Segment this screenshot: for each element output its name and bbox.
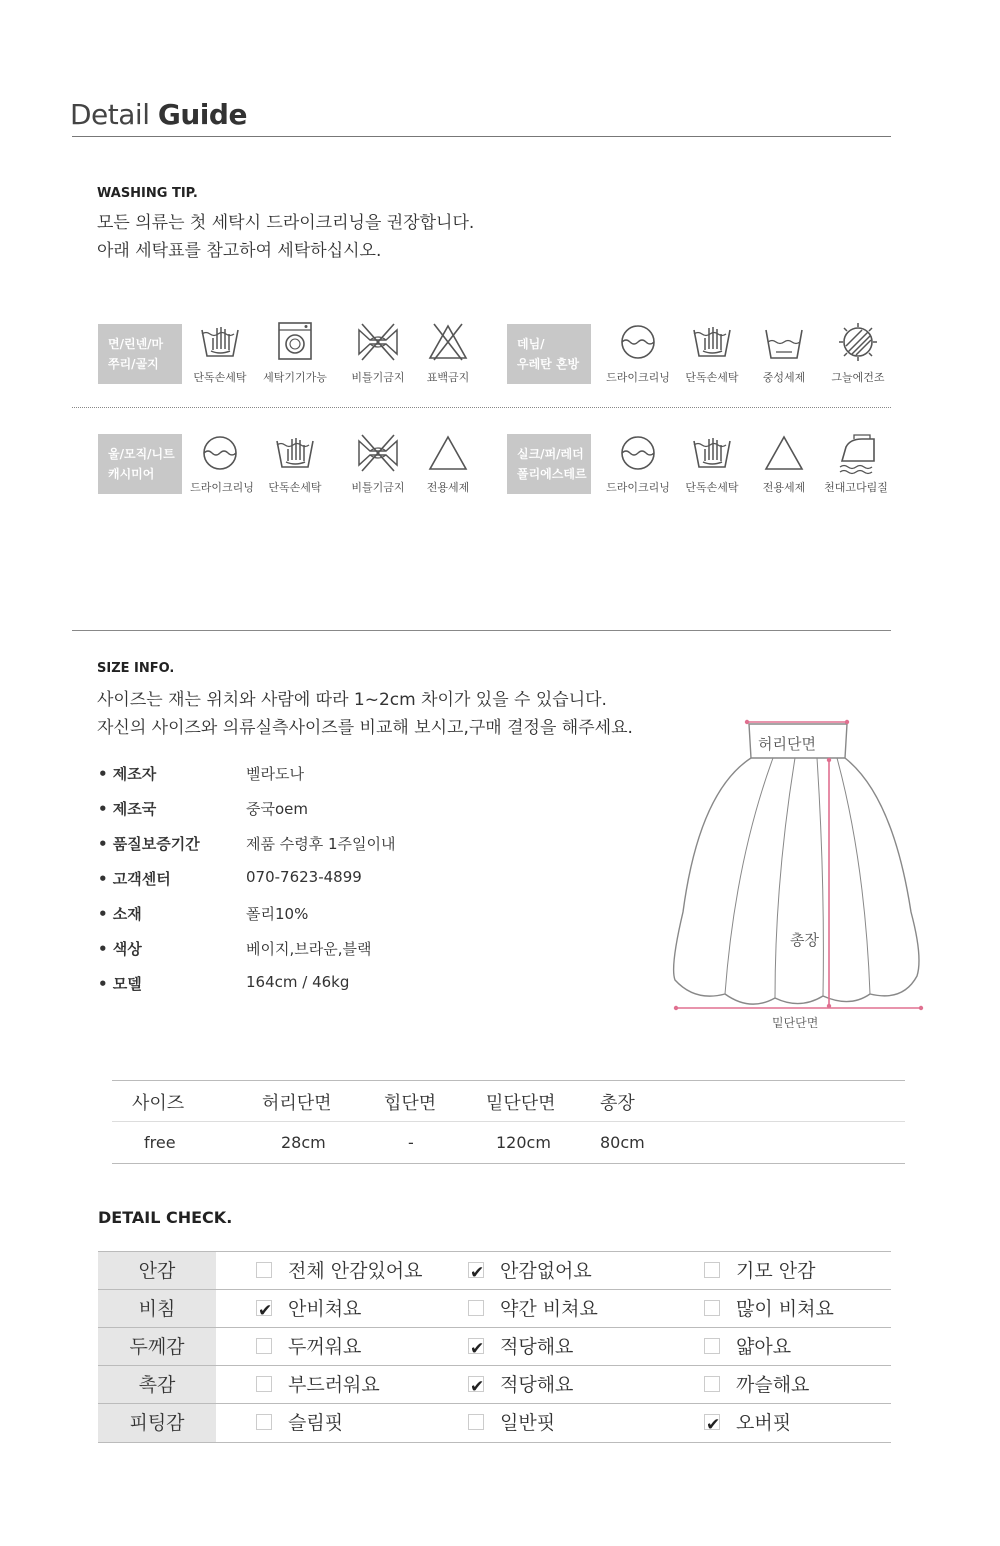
wash-caption: 비틀기금지 — [351, 481, 405, 494]
checkbox-icon — [704, 1262, 720, 1278]
wash-caption: 세탁기기가능 — [263, 371, 327, 384]
option-label: 적당해요 — [500, 1336, 574, 1358]
wash-group-tag-cotton — [98, 324, 182, 384]
wash-group-tag-wool — [98, 434, 182, 494]
option-label: 약간 비쳐요 — [500, 1298, 598, 1320]
dry-clean-icon — [198, 431, 242, 475]
spec-label: • 제조자 — [98, 765, 157, 783]
option-label: 안감없어요 — [500, 1260, 592, 1282]
wash-caption: 전용세제 — [426, 481, 470, 494]
detail-check-option — [704, 1252, 815, 1290]
size-table-cell: free — [144, 1133, 176, 1152]
special-detergent-icon — [762, 431, 806, 475]
tag-line: 쭈리/골지 — [108, 357, 159, 371]
title-bold: Guide — [157, 98, 247, 131]
wash-group-tag-denim — [507, 324, 591, 384]
spec-value: 제품 수령후 1주일이내 — [246, 835, 396, 853]
tag-line: 데님/ — [517, 337, 545, 351]
option-label: 얇아요 — [736, 1336, 792, 1358]
spec-label: • 소재 — [98, 905, 142, 923]
detail-check-option — [704, 1328, 791, 1366]
detail-check-option — [704, 1404, 791, 1442]
detail-check-head: 피팅감 — [98, 1404, 216, 1442]
hand-wash-icon — [273, 431, 317, 475]
spec-label: • 제조국 — [98, 800, 157, 818]
detail-check-head: 두께감 — [98, 1328, 216, 1366]
option-label: 전체 안감있어요 — [288, 1260, 423, 1282]
spec-label: • 색상 — [98, 940, 142, 958]
washing-tip-line-2: 아래 세탁표를 참고하여 세탁하십시오. — [97, 241, 382, 261]
wash-caption: 비틀기금지 — [351, 371, 405, 384]
size-table-cell: 28cm — [281, 1133, 326, 1152]
checkbox-icon — [704, 1414, 720, 1430]
wash-caption: 그늘에건조 — [831, 371, 885, 384]
checkbox-icon — [704, 1338, 720, 1354]
spec-value: 벨라도나 — [246, 765, 304, 783]
spec-value: 070-7623-4899 — [246, 868, 362, 886]
title-divider — [72, 136, 891, 137]
wash-caption: 단독손세탁 — [193, 371, 247, 384]
no-wring-icon — [356, 320, 400, 364]
option-label: 많이 비쳐요 — [736, 1298, 834, 1320]
tag-line: 실크/퍼/레더 — [517, 447, 584, 461]
wash-caption: 전용세제 — [762, 481, 806, 494]
detail-check-row — [98, 1327, 891, 1366]
wash-caption: 드라이크리닝 — [606, 481, 670, 494]
detail-check-option — [256, 1252, 423, 1290]
checkbox-icon — [468, 1376, 484, 1392]
tag-line: 캐시미어 — [108, 467, 155, 481]
detail-check-head: 촉감 — [98, 1366, 216, 1404]
detail-check-option — [256, 1366, 380, 1404]
spec-label: • 품질보증기간 — [98, 835, 200, 853]
hand-wash-icon — [690, 431, 734, 475]
spec-value: 164cm / 46kg — [246, 973, 350, 991]
section-divider — [72, 630, 891, 631]
neutral-detergent-icon — [762, 320, 806, 364]
detail-check-option — [256, 1328, 361, 1366]
option-label: 두꺼워요 — [288, 1336, 362, 1358]
spec-value: 중국oem — [246, 800, 308, 818]
option-label: 오버핏 — [736, 1412, 792, 1434]
special-detergent-icon — [426, 431, 470, 475]
detail-check-head: 비침 — [98, 1290, 216, 1328]
wash-caption: 단독손세탁 — [685, 481, 739, 494]
detail-check-option — [256, 1290, 361, 1328]
size-info-line-1: 사이즈는 재는 위치와 사람에 따라 1~2cm 차이가 있을 수 있습니다. — [97, 690, 607, 710]
detail-check-option — [468, 1290, 598, 1328]
option-label: 일반핏 — [500, 1412, 556, 1434]
spec-value: 폴리10% — [246, 905, 309, 923]
checkbox-icon — [704, 1300, 720, 1316]
dry-clean-icon — [616, 431, 660, 475]
tag-line: 폴리에스테르 — [517, 467, 587, 481]
detail-check-option — [704, 1290, 834, 1328]
wash-group-tag-silk — [507, 434, 591, 494]
wash-caption: 드라이크리닝 — [190, 481, 254, 494]
diagram-hem-label: 밑단단면 — [772, 1016, 819, 1030]
detail-check-row — [98, 1289, 891, 1328]
diagram-length-label: 총장 — [790, 931, 819, 949]
option-label: 부드러워요 — [288, 1374, 380, 1396]
detail-check-row — [98, 1403, 891, 1443]
hand-wash-icon — [690, 320, 734, 364]
tag-line: 면/린넨/마 — [108, 337, 164, 351]
washing-machine-icon — [273, 320, 317, 364]
detail-check-row — [98, 1365, 891, 1404]
tag-line: 우레탄 혼방 — [517, 357, 580, 371]
detail-check-option — [704, 1366, 809, 1404]
shade-dry-icon — [836, 320, 880, 364]
size-table-header: 힙단면 — [384, 1093, 437, 1114]
hand-wash-icon — [198, 320, 242, 364]
size-table-header: 허리단면 — [262, 1093, 332, 1114]
dry-clean-icon — [616, 320, 660, 364]
option-label: 적당해요 — [500, 1374, 574, 1396]
size-table-header: 총장 — [600, 1093, 635, 1114]
spec-value: 베이지,브라운,블랙 — [246, 940, 372, 958]
size-table-header-border — [112, 1121, 905, 1122]
wash-divider — [72, 407, 891, 408]
wash-caption: 중성세제 — [762, 371, 806, 384]
detail-check-label: DETAIL CHECK. — [98, 1208, 233, 1227]
checkbox-icon — [256, 1300, 272, 1316]
size-info-line-2: 자신의 사이즈와 의류실측사이즈를 비교해 보시고,구매 결정을 해주세요. — [97, 718, 633, 738]
wash-caption: 표백금지 — [426, 371, 470, 384]
no-bleach-icon — [426, 320, 470, 364]
checkbox-icon — [468, 1262, 484, 1278]
size-info-label: SIZE INFO. — [97, 661, 175, 676]
size-table-header: 사이즈 — [132, 1093, 185, 1114]
size-table-cell: 120cm — [496, 1133, 551, 1152]
cloth-iron-icon — [836, 431, 880, 475]
size-table-cell: - — [408, 1133, 414, 1152]
wash-caption: 단독손세탁 — [268, 481, 322, 494]
spec-label: • 고객센터 — [98, 870, 171, 888]
size-table-header: 밑단단면 — [486, 1093, 556, 1114]
size-table-bottom-border — [112, 1163, 905, 1164]
checkbox-icon — [256, 1262, 272, 1278]
checkbox-icon — [704, 1376, 720, 1392]
skirt-diagram — [665, 712, 930, 1037]
spec-label: • 모델 — [98, 975, 142, 993]
wash-caption: 단독손세탁 — [685, 371, 739, 384]
option-label: 까슬해요 — [736, 1374, 810, 1396]
checkbox-icon — [468, 1300, 484, 1316]
checkbox-icon — [256, 1376, 272, 1392]
tag-line: 울/모직/니트 — [108, 447, 175, 461]
detail-check-option — [256, 1404, 343, 1442]
option-label: 슬림핏 — [288, 1412, 344, 1434]
size-table-cell: 80cm — [600, 1133, 645, 1152]
page-title — [70, 98, 247, 131]
checkbox-icon — [256, 1338, 272, 1354]
detail-check-head: 안감 — [98, 1252, 216, 1290]
detail-check-option — [468, 1404, 555, 1442]
title-light: Detail — [70, 98, 150, 131]
detail-check-row — [98, 1251, 891, 1290]
no-wring-icon — [356, 431, 400, 475]
washing-tip-line-1: 모든 의류는 첫 세탁시 드라이크리닝을 권장합니다. — [97, 213, 475, 233]
wash-caption: 천대고다림질 — [824, 481, 888, 494]
option-label: 안비쳐요 — [288, 1298, 362, 1320]
wash-caption: 드라이크리닝 — [606, 371, 670, 384]
checkbox-icon — [468, 1338, 484, 1354]
checkbox-icon — [256, 1414, 272, 1430]
detail-check-option — [468, 1252, 592, 1290]
detail-check-option — [468, 1366, 573, 1404]
diagram-waist-label: 허리단면 — [758, 735, 816, 753]
option-label: 기모 안감 — [736, 1260, 816, 1282]
detail-check-option — [468, 1328, 573, 1366]
washing-tip-label: WASHING TIP. — [97, 186, 198, 201]
checkbox-icon — [468, 1414, 484, 1430]
size-table-top-border — [112, 1080, 905, 1081]
